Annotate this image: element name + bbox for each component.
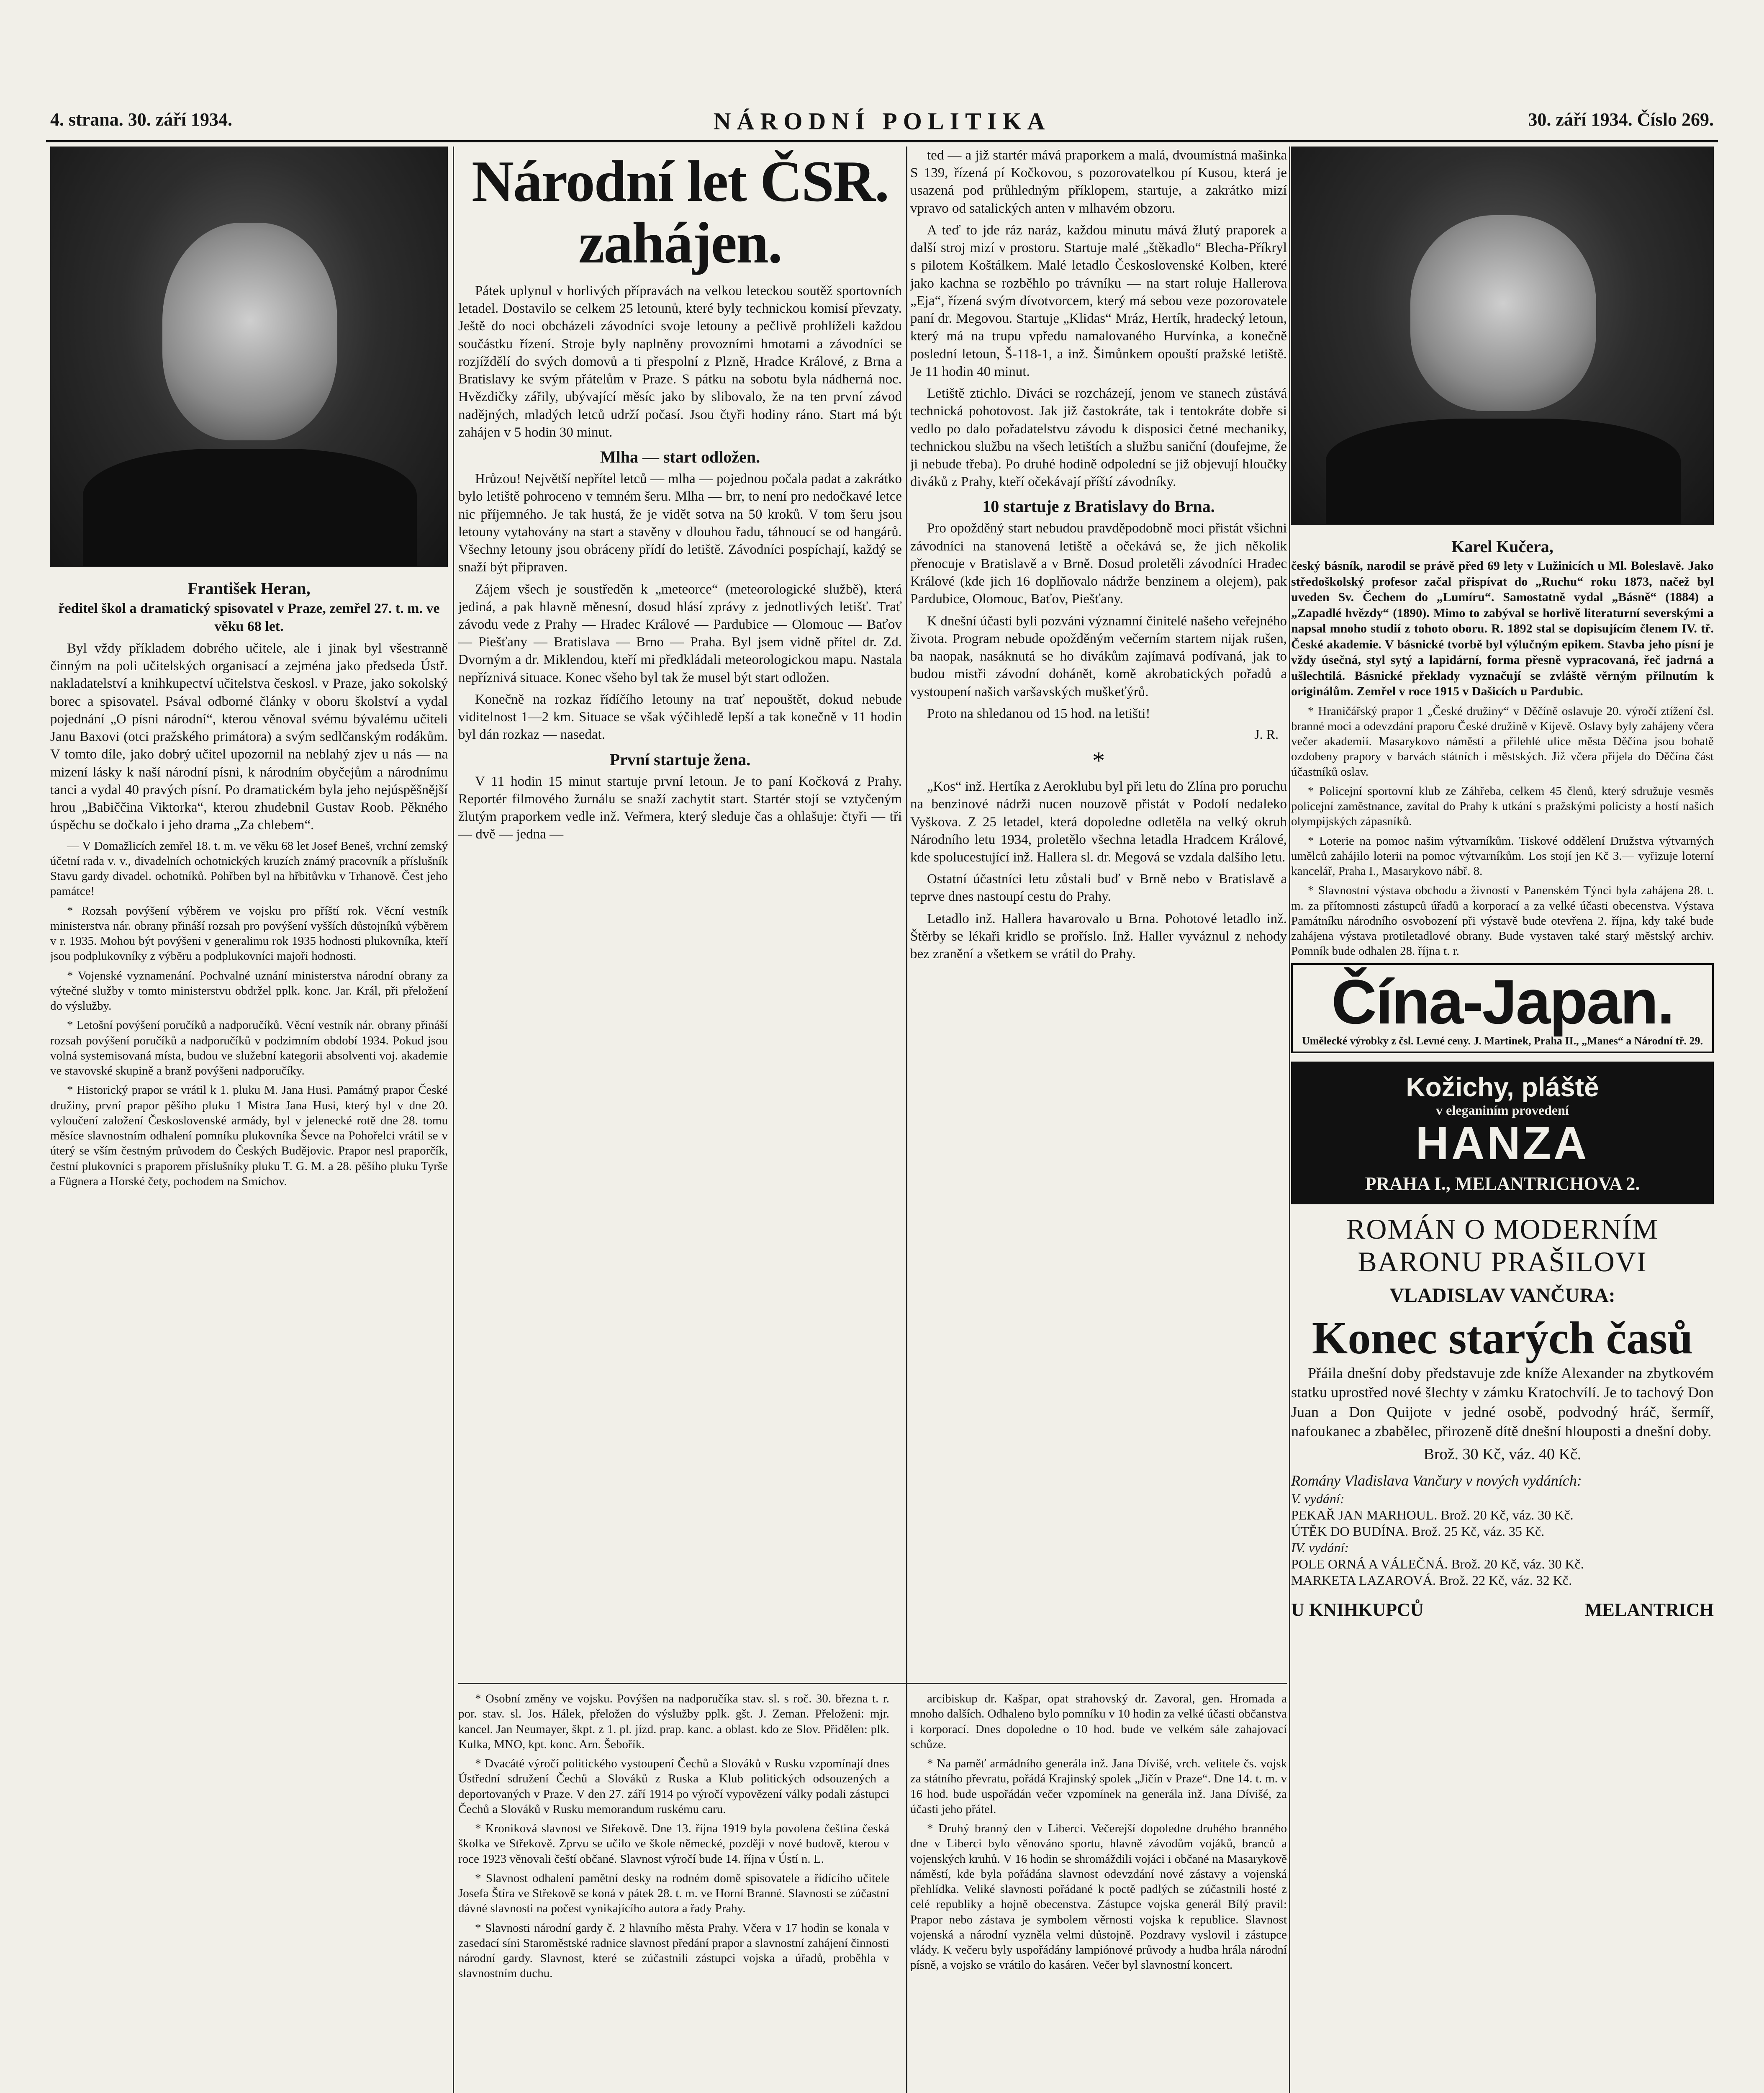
book-listing: PEKAŘ JAN MARHOUL. Brož. 20 Kč, váz. 30 Kč.	[1291, 1507, 1574, 1522]
article-paragraph: Hrůzou! Největší nepřítel letců — mlha — pojednou počala padat a zakrátko bylo letiště pohroceno v temném šeru. Mlha — brr, to není pro nedočkavé letce nic příjemného. Je tak hustá, že je vidět sotva na 50 kroků. V tom šeru jsou letouny vytahovány na start a stavěny v dlouhou řadu, táhnoucí se od hangárů. Všechny letouny jsou obráceny přídí do letiště. Závodníci pospíchají, každý se snaží být připraven.	[458, 471, 902, 575]
ad-subline: Umělecké výrobky z čsl. Levné ceny. J. Martinek, Praha II., „Manes“ a Národní tř. 29.	[1302, 1035, 1703, 1047]
portrait-name: Karel Kučera,	[1451, 537, 1553, 556]
book-listing: POLE ORNÁ A VÁLEČNÁ. Brož. 20 Kč, váz. 30 Kč.	[1291, 1556, 1584, 1571]
article-paragraph: Proto na shledanou od 15 hod. na letišti!	[927, 706, 1150, 721]
article-paragraph: Pro opožděný start nebudou pravděpodobně moci přistát všichni závodníci na stanovená letiště a očekává se, že jich několik přenocuje v Bratislavě a v Brně. Dosud proletěli závodníci Hradec Králové (kde jich 16 doplňovalo nádrže benzinem a olejem), pak Pardubice, Olomouc, Baťov, Piešťany.	[910, 521, 1287, 607]
book-footer	[1291, 1599, 1714, 1620]
lower-news-region	[458, 1691, 1295, 2093]
masthead: NÁRODNÍ POLITIKA	[713, 108, 1051, 135]
news-item: * Dvacáté výročí politického vystoupení Čechů a Slováků v Rusku vzpomínají dnes Ústřední sdružení Čechů a Slováků z Ruska a Klub politických odsouzených a deportovaných v Praze. V den 27. září 1914 po výročí vypovězení války podali zástupci Čechů a Slováků v Rusku memorandum ruskému caru.	[458, 1757, 889, 1816]
article-paragraph: Ostatní účastníci letu zůstali buď v Brně nebo v Bratislavě a teprve dnes nastoupí cestu do Prahy.	[910, 872, 1287, 905]
page-number-date: 4. strana. 30. září 1934.	[50, 109, 233, 130]
news-item: * Osobní změny ve vojsku. Povýšen na nadporučíka stav. sl. s roč. 30. března t. r. por. stav. sl. Jos. Hálek, přeložen do výslužby pplk. gšt. J. Zeman. Přeloženi: mjr. kancel. Jan Neumayer, škpt. z 1. pl. jízd. prap. kanc. a oblast. kdo ze Slov. Přidělen: plk. Kulka, MNO, kpt. konc. Arn. Šebořík.	[458, 1692, 889, 1751]
news-item: arcibiskup dr. Kašpar, opat strahovský dr. Zavoral, gen. Hromada a mnoho dalších. Odhaleno bylo pomníku v 10 hodin za velké účasti občanstva i korporací. Dnes dopoledne o 10 hod. bude ve velkém sále zahajovací schůze.	[910, 1692, 1287, 1751]
news-item: — V Domažlicích zemřel 18. t. m. ve věku 68 let Josef Beneš, vrchní zemský účetní rada v. v., divadelních ochotnických kruzích známý pracovník a příslušník Stavu gardy divadel. ochotníků. Pohřben byl na hřbitůvku v Trhanově. Čest jeho památce!	[50, 839, 448, 898]
edition-label: IV. vydání:	[1291, 1540, 1349, 1555]
bookseller-label: U KNIHKUPCŮ	[1291, 1599, 1424, 1620]
article-headline: Národní let ČSR. zahájen.	[471, 149, 889, 275]
portrait-name: František Heran,	[187, 579, 311, 598]
article-subheading: Mlha — start odložen.	[600, 447, 760, 467]
advertisement-hanza	[1291, 1062, 1714, 1204]
article-subheading: První startuje žena.	[609, 750, 751, 769]
news-item: * Na paměť armádního generála inž. Jana Dívišé, vrch. velitele čs. vojsk za státního převratu, pořádá Krajinský spolek „Jičín v Praze“. Dne 14. t. m. v 16 hod. bude uspořádán večer vzpomínek na generála inž. Jana Dívišé, za účasti jeho přátel.	[910, 1757, 1287, 1816]
ad-subline: v eleganiním provedení	[1436, 1103, 1569, 1118]
book-description: Přáila dnešní doby představuje zde kníže Alexander na zbytkovém statku uprostřed nové šlechty v zámku Kratochvílí. Je to tachový Don Juan a Don Quijote v jedné osobě, podvodný hráč, šermíř, nafoukanec a zbabělec, přirozeně dítě dnešní hlouposti a dnešní doby.	[1291, 1365, 1714, 1440]
column-2	[458, 147, 902, 1691]
news-item: * Slavnosti národní gardy č. 2 hlavního města Prahy. Včera v 17 hodin se konala v zasedací síni Staroměstské radnice slavnost předání prapor a slavnostní zahájení činnosti národní gardy. Slavnost, které se zúčastnili zástupci vojska a úřadů, proběhla v slavnostním duchu.	[458, 1921, 889, 1980]
column-divider	[453, 147, 454, 2093]
asterisk-separator-icon: *	[1092, 747, 1105, 775]
news-item: * Policejní sportovní klub ze Záhřeba, celkem 45 členů, který sdružuje vesměs policejní zaměstnance, zavítal do Prahy k utkání s pražskými policisty a hostí našich olympijských zápasníků.	[1291, 784, 1714, 828]
book-listing: MARKETA LAZAROVÁ. Brož. 22 Kč, váz. 32 Kč.	[1291, 1572, 1572, 1588]
news-item: * Slavnostní výstava obchodu a živností v Panenském Týnci byla zahájena 28. t. m. za přítomnosti zástupců úřadů a korporací a za velké účasti obecenstva. Výstava Památníku národního osvobození při výstavě bude otevřena 2. října, kdy také bude zahájena výstava protiletadlové obrany. Bude vystaven také starý městský archiv. Pomník bude odhalen 28. října t. r.	[1291, 884, 1714, 958]
edition-label: V. vydání:	[1291, 1491, 1345, 1506]
publisher-label: MELANTRICH	[1584, 1599, 1714, 1620]
book-author: VLADISLAV VANČURA:	[1389, 1284, 1615, 1307]
article-paragraph: A teď to jde ráz naráz, každou minutu mává žlutý praporek a další stroj mizí v prostoru. Startuje malé „štěkadlo“ Blecha-Příkryl s pilotem Koštálkem. Malé letadlo Československé Kolben, které jako kachna se rozběhlo po trávníku — na start roluje Hallerova „Eja“, řízená svým dívotvorcem, který má sebou veze pozorovatele paní dr. Megovou. Startuje „Klidas“ Mráz, Hertík, hradecký letoun, který má na trupu vpředu namalovaného Hurvínka, a konečně poslední letoun, Š-118-1, a inž. Šimůnkem opouští pražské letiště. Je 11 hodin 40 minut.	[910, 222, 1287, 379]
ad-address: PRAHA I., MELANTRICHOVA 2.	[1365, 1173, 1640, 1194]
news-item: * Historický prapor se vrátil k 1. pluku M. Jana Husi. Památný prapor České družiny, první prapor pěšího pluku 1 Mistra Jana Husi, který byl v dne 20. vyloučení založení Československé armády, byl v jelenecké rotě dne 28. tomu měsíce slavnostním odhalení pomníku plukovníka Ševce na Pohořelci vrátil se v úterý se vším čestným průvodem do Českých Budějovic. Prapor nesl praporčík, čestní plukovníci s praporem příslušníky pluku T. G. M. a 28. pěšího pluku Tyrše a Fügnera a Horské čety, pochodem na Smíchov.	[50, 1083, 448, 1188]
portrait-caption: ředitel škol a dramatický spisovatel v Praze, zemřel 27. t. m. ve věku 68 let.	[58, 601, 440, 634]
book-listing: ÚTĚK DO BUDÍNA. Brož. 25 Kč, váz. 35 Kč.	[1291, 1523, 1545, 1539]
ad-headline: Čína-Japan.	[1331, 966, 1674, 1037]
portrait-caption: český básník, narodil se právě před 69 lety v Lužinicích u Ml. Boleslavě. Jako středoškolský profesor začal přispívat do „Ruchu“ roku 1873, načež byl uveden Sv. Čechem do „Lumíru“. Samostatně vydal „Básně“ (1884) a „Zapadlé hvězdy“ (1890). Mimo to zabýval se horlivě literaturní severskými a napsal mnoho studií z tohoto oboru. R. 1892 stal se dopisujícím členem IV. tř. České akademie. V básnické tvorbě byl výlučným epikem. Stavba jeho písní je vždy úsečná, styl sytý a lapidární, forma přesně vypracovaná, řeč jadrná a ušlechtilá. Básnické překlady vyznačují se zvláště věrným přilnutím k originálům. Zemřel v roce 1915 v Dašicích u Pardubic.	[1291, 559, 1714, 698]
article-paragraph: Byl vždy příkladem dobrého učitele, ale i jinak byl všestranně činným na poli učitelských organisací a zejména jako předseda Ústř. nakladatelství a knihkupectví učitelstva českosl. v Praze, jako sokolský borec a spisovatel. Psával odborné články v oboru školství a vydal pojednání „O písni národní“, kterou věnoval svému bývalému učiteli Janu Baxovi (otci pražského primátora) a svým sedlčanským rodákům. V tomto díle, jako dobrý učitel upozornil na neblahý zjev u nás — na mizení lásky k naší národní písni, k národním obyčejům a národnímu tanci a vydal 40 pravých písní. Po dramatickém byla jeho nejúspěšnější hrou „Babiččina Viktorka“, kterou zhudebnil Gustav Roob. Pěkného úspěchu se dočkalo i jeho drama „Za chlebem“.	[50, 641, 448, 833]
news-item: * Hraničářský prapor 1 „České družiny“ v Děčíně oslavuje 20. výročí ztížení čsl. branné moci a odevzdání praporu České družině v Kijevě. Oslavy byly zahájeny včera večer akademií. Masarykovo náměstí a přilehlé ulice města Děčína jsou bohatě ozdobeny prapory v barvách státních i městských. Již včera přijela do Děčína část účastníků oslav.	[1291, 704, 1714, 779]
book-tagline: ROMÁN O MODERNÍM BARONU PRAŠILOVI	[1346, 1213, 1659, 1278]
column-1	[50, 147, 448, 2093]
author-signature: J. R.	[1254, 727, 1279, 742]
article-paragraph: K dnešní účasti byli pozváni významní činitelé našeho veřejného života. Program nebude opožděným večerním startem nijak rušen, ba naopak, nasáknutá se ho divákům zajímavá podívaná, jak to budou mistři závodní dohánět, komě akrobatických pořadů a vystoupení našich varšavských muškeťýrů.	[910, 613, 1287, 699]
book-title: Konec starých časů	[1312, 1312, 1693, 1364]
section-rule	[458, 1683, 1287, 1684]
book-price: Brož. 30 Kč, váz. 40 Kč.	[1423, 1445, 1582, 1463]
advertisement-book	[1291, 1213, 1714, 1620]
article-paragraph: Pátek uplynul v horlivých přípravách na velkou leteckou soutěž sportovních letadel. Dostavilo se celkem 25 letounů, které byly technickou komisí převzaty. Ještě do noci obcházeli závodníci svoje letouny a pečlivě prohlíželi každou součástku řízení. Stroje byly naplněny provozními hmotami a závodníci se rozjíždělí do svých domovů a ti přespolní z Plzně, Hradce Králové, z Brna a Bratislavy ke svým přátelům v Praze. S pátku na sobotu byla nádherná noc. Hvězdičky zářily, ubývající měsíc jako by slibovalo, že na ten první závod nadějných, mladých letců udrží počasí. Jsou čtyři hodiny ráno. Start má být zahájen v 5 hodin 30 minut.	[458, 283, 902, 440]
news-item: * Loterie na pomoc našim výtvarníkům. Tiskové oddělení Družstva výtvarných umělců zahájilo loterii na pomoc výtvarníkům. Los stojí jen Kč 3.— vyřizuje loterní kancelář, Praha I., Masarykovo nábř. 8.	[1291, 834, 1714, 878]
column-4	[1291, 147, 1714, 2093]
header-rule	[46, 140, 1718, 142]
news-item: * Vojenské vyznamenání. Pochvalné uznání ministerstva národní obrany za výtečné služby v tomto ministerstvu obdržel pplk. konc. Jar. Král, při přeložení do výslužby.	[50, 969, 448, 1013]
column-divider	[906, 147, 907, 1691]
portrait-photo-kucera	[1291, 147, 1714, 525]
article-paragraph: „Kos“ inž. Hertíka z Aeroklubu byl při letu do Zlína pro poruchu na benzinové nádrži nucen nouzově přistát v Podolí nedaleko Vyškova. Z 25 letadel, která dopoledne odletěla na velký okruh Národního letu 1934, proletělo všechna letadla Hradcem Králové, kde spolucestující inž. Hallera sl. dr. Megová se vzdala dalšího letu.	[910, 779, 1287, 865]
column-3	[910, 147, 1287, 1691]
ad-headline: Kožichy, pláště	[1406, 1072, 1599, 1102]
article-paragraph: V 11 hodin 15 minut startuje první letoun. Je to paní Kočková z Prahy. Reportér filmového žurnálu se snaží zachytit start. Startér stojí se vztyčeným žlutým praporkem vedle inž. Veřmera, který sleduje čas a ohlašuje: čtyři — tři — dvě — jedna —	[458, 774, 902, 842]
article-paragraph: ted — a již startér mává praporkem a malá, dvoumístná mašinka S 139, řízená pí Kočkovou, s pozorovatelkou pí Kusou, která je usazená pod průhledným příklopem, startuje, a zakrátko mizí vpravo od satalických anten v mlhavém obzoru.	[910, 148, 1287, 216]
page-header	[50, 109, 1714, 138]
article-paragraph: Konečně na rozkaz řídíčího letouny na trať nepouštět, dokud nebude viditelnost 1—2 km. Situace se však výčihledě lepší a tak konečně v 11 hodin byl dán rozkaz — nasedat.	[458, 692, 902, 743]
advertisement-cina-japan	[1291, 963, 1714, 1054]
news-item: * Kroniková slavnost ve Střekově. Dne 13. října 1919 byla povolena čeština česká školka ve Střekově. Zprvu se učilo ve škole německé, později v nové budově, kterou v roce 1923 věnovali čeští občané. Slavnost výročí bude 14. října v Ústí n. L.	[458, 1822, 889, 1866]
book-series-heading: Romány Vladislava Vančury v nových vydáních:	[1291, 1472, 1582, 1489]
ad-brand: HANZA	[1415, 1118, 1589, 1169]
portrait-photo-heran	[50, 147, 448, 567]
column-divider	[906, 1691, 907, 2093]
article-subheading: 10 startuje z Bratislavy do Brna.	[982, 497, 1215, 516]
article-paragraph: Letadlo inž. Hallera havarovalo u Brna. Pohotové letadlo inž. Štěrby se lékaři kridlo se proříslo. Inž. Haller vyváznul z nehody bez zranění a všetkem se vrátil do Prahy.	[910, 911, 1287, 962]
news-item: * Druhý branný den v Liberci. Večerejší dopoledne druhého branného dne v Liberci bylo věnováno sportu, hlavně závodům vojáků, branců a vojenských kruhů. V 16 hodin se shromáždili vojáci i občané na Masarykově náměstí, kde byla pořádána slavnost odevzdání nové zástavy a vojenská přehlídka. Veliké slavnosti pořádané k poctě padlých se zúčastnili hosté z celé republiky a hojně obecenstva. Zástupce vojska generál Bílý pravil: Prapor nebo zástava je symbolem věrnosti vojska k republice. Slavnost vojenská a národní vyzněla velmi důstojně. Pozdravy vyslovil i zástupce vlády. K večeru byly uspořádány lampiónové průvody a hudba hrála národní písně, a vojsko se vrátilo do kasáren. Večer byl slavnostní koncert.	[910, 1822, 1287, 1972]
news-item: * Letošní povýšení poručíků a nadporučíků. Věcní vestník nár. obrany přináší rozsah povýšení poručíků a nadporučíků v podzimním období 1934. Pokud jsou volná systemisovaná místa, budou ve služební kategorii absolventi voj. akademie ve stavovské skupině a branž povýšeni nadporučíky.	[50, 1018, 448, 1078]
news-item: * Rozsah povýšení výběrem ve vojsku pro příští rok. Věcní vestník ministerstva nár. obrany přináší rozsah pro povýšení vyšších důstojníků výběrem v r. 1935. Mohou být povýšeni v generalimu rok 1935 hodnosti plukovníka, kteří jsou podplukovníky z výběru a podplukovníci majoři hodnosti.	[50, 904, 448, 963]
article-paragraph: Zájem všech je soustředěn k „meteorce“ (meteorologické službě), která jediná, a pak hlavně měnesní, dosud hlásí zprávy z jednotlivých letišť. Trať závodu vede z Prahy — Hradec Králové — Pardubice — Olomouc — Baťov — Piešťany — Bratislava — Brno — Praha. Byl jsem vidně přítel dr. Zd. Dvorným a dr. Miklendou, kteří mi předkládali meteorologickou mapu. Nastala nepříznivá situace. Konec všeho byl tak že musel být start odložen.	[458, 581, 902, 685]
news-item: * Slavnost odhalení pamětní desky na rodném domě spisovatele a řídícího učitele Josefa Štíra ve Střekově se koná v pátek 28. t. m. ve Horní Branné. Slavnosti se zúčastní dávné slavnosti na počest vynikajícího autora a řady Prahy.	[458, 1871, 889, 1916]
issue-date-number: 30. září 1934. Číslo 269.	[1528, 109, 1714, 130]
article-paragraph: Letiště ztichlo. Diváci se rozcházejí, jenom ve stanech zůstává technická pohotovost. Jak již častokráte, tak i tentokráte dobře si vedlo po dalo pořadatelstvu závodu k disposici četné mechaniky, technickou službu na všech letištích a službu saniční (doufejme, že ji nebude třeba). Po druhé hodině odpolední se již objevují hloučky diváků z Prahy, kteří očekávají příští závodníky.	[910, 386, 1287, 490]
